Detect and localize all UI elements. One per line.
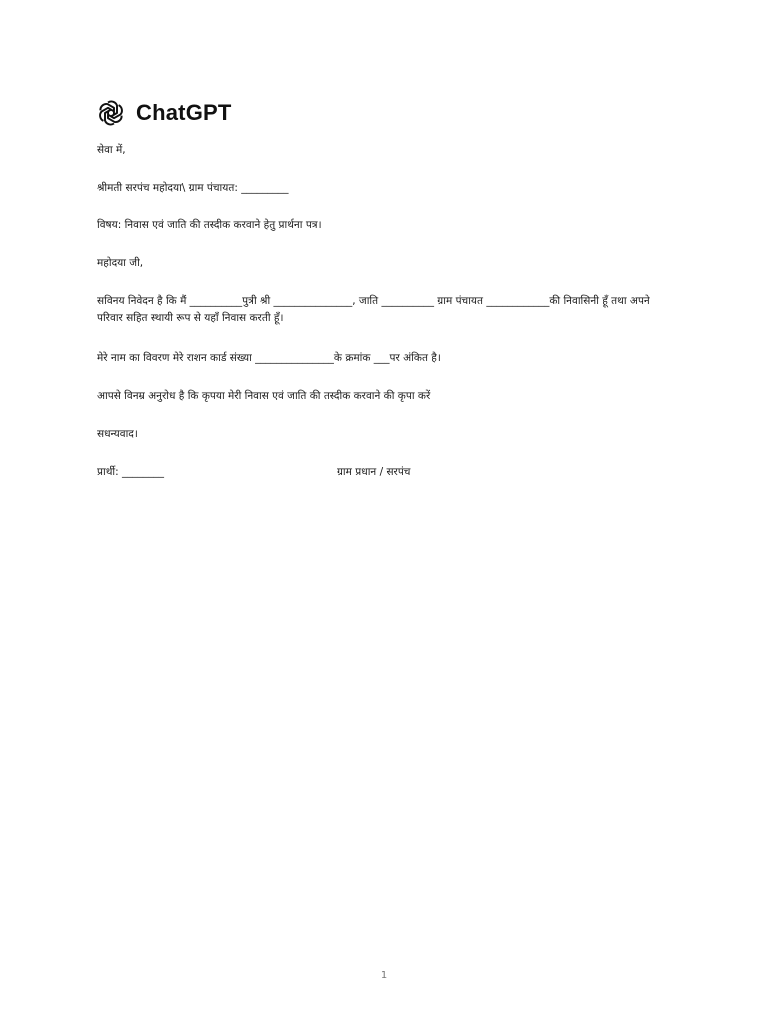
- document-header: [96, 98, 232, 128]
- applicant-signature: प्रार्थी: ________: [97, 466, 164, 478]
- salutation-to: सेवा में,: [97, 144, 126, 156]
- openai-logo-icon: [96, 98, 126, 128]
- authority-signature: ग्राम प्रधान / सरपंच: [337, 466, 411, 478]
- page-number: 1: [380, 970, 388, 981]
- greeting-line: महोदया जी,: [97, 257, 144, 269]
- brand-name: ChatGPT: [136, 100, 232, 125]
- recipient-line: श्रीमती सरपंच महोदया\ ग्राम पंचायत: _________: [97, 182, 289, 194]
- subject-line: विषय: निवास एवं जाति की तस्दीक करवाने हेतु प्रार्थना पत्र।: [97, 219, 322, 231]
- body-paragraph-1: सविनय निवेदन है कि मैं __________पुत्री श्री _______________, जाति __________ ग्राम पंचायत ____________की निवासिनी हूँ तथा अपने परिवार सहित स्थायी रूप से यहाँ निवास करती हूँ।: [97, 295, 650, 324]
- closing-line: सधन्यवाद।: [97, 428, 138, 440]
- body-paragraph-2: मेरे नाम का विवरण मेरे राशन कार्ड संख्या _______________के क्रमांक ___पर अंकित है।: [97, 352, 441, 364]
- body-paragraph-3: आपसे विनम्र अनुरोध है कि कृपया मेरी निवास एवं जाति की तस्दीक करवाने की कृपा करें: [97, 390, 431, 402]
